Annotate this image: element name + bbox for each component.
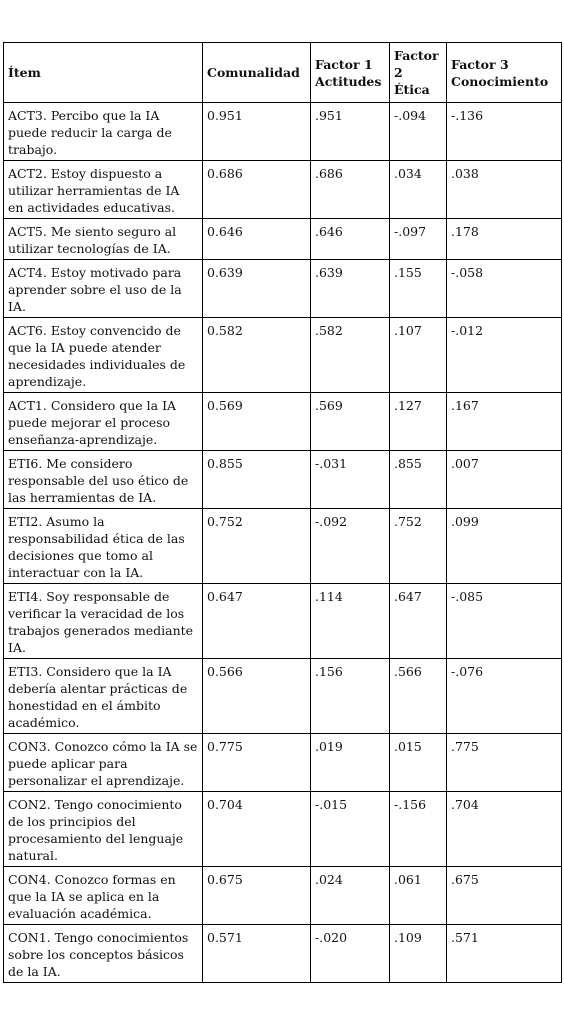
- communality-cell: 0.704: [203, 792, 311, 867]
- factor3-cell: -.136: [447, 103, 562, 161]
- factor2-cell: .647: [390, 584, 447, 659]
- item-cell: CON1. Tengo conocimientos sobre los conceptos básicos de la IA.: [4, 925, 203, 983]
- factor1-cell: .686: [311, 161, 390, 219]
- factor3-cell: .675: [447, 867, 562, 925]
- item-cell: ETI4. Soy responsable de verificar la veracidad de los trabajos generados mediante IA.: [4, 584, 203, 659]
- table-row: [4, 393, 562, 451]
- table-row: [4, 451, 562, 509]
- communality-cell: 0.582: [203, 318, 311, 393]
- item-cell: CON4. Conozco formas en que la IA se aplica en la evaluación académica.: [4, 867, 203, 925]
- factor1-cell: .639: [311, 260, 390, 318]
- communality-cell: 0.646: [203, 219, 311, 260]
- factor1-cell: -.092: [311, 509, 390, 584]
- header-factor2: [390, 43, 447, 103]
- factor3-cell: .178: [447, 219, 562, 260]
- header-item-label: Ítem: [8, 65, 41, 80]
- factor1-cell: .646: [311, 219, 390, 260]
- item-cell: ETI3. Considero que la IA debería alentar prácticas de honestidad en el ámbito académico.: [4, 659, 203, 734]
- item-cell: ACT5. Me siento seguro al utilizar tecnologías de IA.: [4, 219, 203, 260]
- table-row: [4, 734, 562, 792]
- factor3-cell: .571: [447, 925, 562, 983]
- factor3-cell: -.085: [447, 584, 562, 659]
- header-factor2-line2: 2: [394, 65, 403, 80]
- factor1-cell: -.020: [311, 925, 390, 983]
- table-row: [4, 260, 562, 318]
- communality-cell: 0.639: [203, 260, 311, 318]
- item-cell: ACT2. Estoy dispuesto a utilizar herramientas de IA en actividades educativas.: [4, 161, 203, 219]
- factor1-cell: .569: [311, 393, 390, 451]
- factor3-cell: .038: [447, 161, 562, 219]
- item-cell: ETI2. Asumo la responsabilidad ética de las decisiones que tomo al interactuar con la IA.: [4, 509, 203, 584]
- table-row: [4, 318, 562, 393]
- communality-cell: 0.775: [203, 734, 311, 792]
- table-row: [4, 584, 562, 659]
- factor2-cell: .015: [390, 734, 447, 792]
- header-factor3-line1: Factor 3: [451, 56, 509, 72]
- factor3-cell: -.076: [447, 659, 562, 734]
- header-factor3-line2: Conocimiento: [451, 73, 549, 89]
- communality-cell: 0.566: [203, 659, 311, 734]
- factor2-cell: .127: [390, 393, 447, 451]
- table-row: [4, 161, 562, 219]
- item-cell: ACT4. Estoy motivado para aprender sobre el uso de la IA.: [4, 260, 203, 318]
- communality-cell: 0.855: [203, 451, 311, 509]
- factor2-cell: .155: [390, 260, 447, 318]
- factor1-cell: .024: [311, 867, 390, 925]
- factor-loadings-table: [3, 42, 562, 983]
- header-factor1-line1: Factor 1: [315, 56, 373, 72]
- factor3-cell: .775: [447, 734, 562, 792]
- table-row: [4, 792, 562, 867]
- factor1-cell: -.015: [311, 792, 390, 867]
- factor2-cell: .061: [390, 867, 447, 925]
- table-row: [4, 867, 562, 925]
- table-row: [4, 509, 562, 584]
- factor3-cell: .167: [447, 393, 562, 451]
- factor2-cell: .752: [390, 509, 447, 584]
- item-cell: CON2. Tengo conocimiento de los principios del procesamiento del lenguaje natural.: [4, 792, 203, 867]
- header-item: [4, 43, 203, 103]
- communality-cell: 0.951: [203, 103, 311, 161]
- header-factor1-line2: Actitudes: [315, 73, 382, 89]
- header-communality: [203, 43, 311, 103]
- table-row: [4, 659, 562, 734]
- factor2-cell: -.097: [390, 219, 447, 260]
- header-factor2-line1: Factor: [394, 48, 439, 63]
- factor3-cell: .007: [447, 451, 562, 509]
- factor2-cell: .109: [390, 925, 447, 983]
- table-row: [4, 219, 562, 260]
- item-cell: ACT3. Percibo que la IA puede reducir la carga de trabajo.: [4, 103, 203, 161]
- factor2-cell: .034: [390, 161, 447, 219]
- factor1-cell: .019: [311, 734, 390, 792]
- item-cell: CON3. Conozco cómo la IA se puede aplicar para personalizar el aprendizaje.: [4, 734, 203, 792]
- header-factor2-line3: Ética: [394, 82, 430, 97]
- table-header-row: [4, 43, 562, 103]
- factor3-cell: .099: [447, 509, 562, 584]
- factor3-cell: -.058: [447, 260, 562, 318]
- communality-cell: 0.675: [203, 867, 311, 925]
- communality-cell: 0.752: [203, 509, 311, 584]
- table-row: [4, 103, 562, 161]
- factor1-cell: .582: [311, 318, 390, 393]
- factor3-cell: .704: [447, 792, 562, 867]
- header-factor1: [311, 43, 390, 103]
- item-cell: ACT6. Estoy convencido de que la IA puede atender necesidades individuales de aprendizaje.: [4, 318, 203, 393]
- factor1-cell: -.031: [311, 451, 390, 509]
- header-communality-label: Comunalidad: [207, 65, 300, 80]
- factor1-cell: .951: [311, 103, 390, 161]
- factor2-cell: -.156: [390, 792, 447, 867]
- factor2-cell: -.094: [390, 103, 447, 161]
- communality-cell: 0.647: [203, 584, 311, 659]
- factor3-cell: -.012: [447, 318, 562, 393]
- factor1-cell: .156: [311, 659, 390, 734]
- factor1-cell: .114: [311, 584, 390, 659]
- table-row: [4, 925, 562, 983]
- factor2-cell: .566: [390, 659, 447, 734]
- factor2-cell: .855: [390, 451, 447, 509]
- communality-cell: 0.686: [203, 161, 311, 219]
- item-cell: ETI6. Me considero responsable del uso ético de las herramientas de IA.: [4, 451, 203, 509]
- communality-cell: 0.569: [203, 393, 311, 451]
- communality-cell: 0.571: [203, 925, 311, 983]
- factor2-cell: .107: [390, 318, 447, 393]
- item-cell: ACT1. Considero que la IA puede mejorar el proceso enseñanza-aprendizaje.: [4, 393, 203, 451]
- header-factor3: [447, 43, 562, 103]
